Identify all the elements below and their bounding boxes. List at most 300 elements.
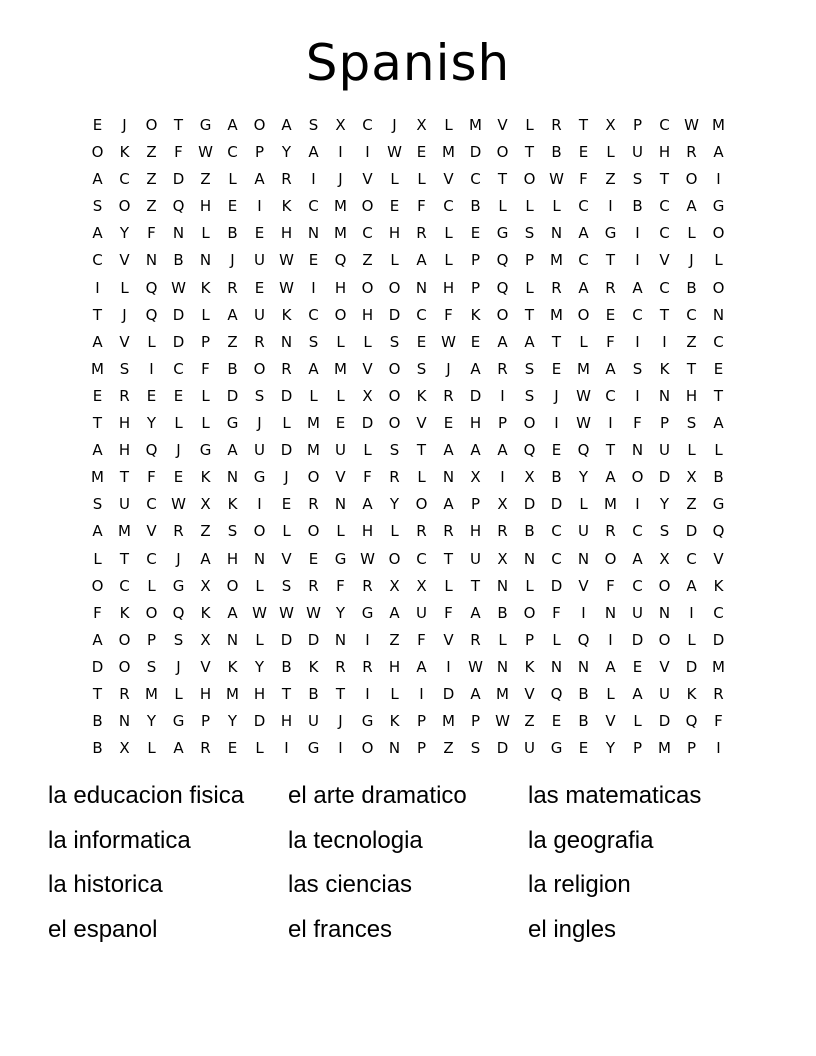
grid-letter: Y xyxy=(146,712,157,731)
grid-letter: B xyxy=(92,739,103,758)
grid-letter: D xyxy=(658,468,671,487)
grid-letter: L xyxy=(417,468,426,487)
grid-letter: Z xyxy=(146,143,157,162)
grid-letter: P xyxy=(470,251,481,270)
grid-letter: P xyxy=(524,251,535,270)
grid-letter: R xyxy=(605,278,616,297)
grid-letter: F xyxy=(606,576,615,595)
grid-letter: L xyxy=(390,522,399,541)
grid-letter: T xyxy=(497,170,508,189)
grid-letter: L xyxy=(336,332,345,351)
grid-letter: T xyxy=(686,359,697,378)
grid-letter: B xyxy=(308,684,319,703)
grid-row xyxy=(84,654,732,681)
grid-letter: A xyxy=(281,116,292,134)
grid-letter: L xyxy=(201,386,210,405)
grid-letter: A xyxy=(470,441,481,460)
grid-letter: M xyxy=(307,414,320,433)
grid-letter: P xyxy=(416,712,427,731)
grid-letter: H xyxy=(442,278,455,297)
grid-letter: N xyxy=(280,332,293,351)
grid-letter: R xyxy=(551,116,562,134)
grid-letter: S xyxy=(659,522,670,541)
grid-letter: M xyxy=(658,739,671,758)
grid-letter: N xyxy=(550,224,563,243)
grid-letter: C xyxy=(659,197,670,216)
grid-letter: R xyxy=(119,684,130,703)
grid-letter: M xyxy=(145,684,158,703)
grid-letter: E xyxy=(713,359,724,378)
grid-letter: N xyxy=(658,603,671,622)
grid-letter: M xyxy=(550,305,563,324)
grid-letter: O xyxy=(91,576,104,595)
grid-letter: A xyxy=(227,603,238,622)
grid-letter: C xyxy=(686,549,697,568)
grid-letter: W xyxy=(495,712,510,731)
grid-letter: R xyxy=(497,359,508,378)
grid-row xyxy=(84,627,732,654)
grid-letter: U xyxy=(578,522,589,541)
grid-letter: D xyxy=(685,657,698,676)
grid-letter: K xyxy=(416,386,427,405)
word-list-item: la geografia xyxy=(528,826,654,854)
grid-letter: S xyxy=(632,170,643,189)
grid-letter: C xyxy=(308,197,319,216)
grid-letter: I xyxy=(608,630,613,649)
grid-letter: X xyxy=(524,468,535,487)
grid-letter: Q xyxy=(496,251,509,270)
grid-letter: A xyxy=(686,576,697,595)
grid-letter: E xyxy=(281,495,292,514)
grid-letter: L xyxy=(552,630,561,649)
grid-letter: D xyxy=(226,386,239,405)
grid-letter: T xyxy=(524,143,535,162)
grid-letter: N xyxy=(118,712,131,731)
grid-letter: J xyxy=(446,359,451,378)
grid-letter: J xyxy=(122,116,127,134)
grid-letter: Z xyxy=(227,332,238,351)
grid-letter: H xyxy=(685,386,698,405)
grid-letter: S xyxy=(119,359,130,378)
grid-letter: O xyxy=(226,576,239,595)
grid-letter: C xyxy=(173,359,184,378)
grid-letter: G xyxy=(172,576,185,595)
grid-letter: G xyxy=(361,603,374,622)
grid-letter: R xyxy=(605,522,616,541)
grid-letter: V xyxy=(362,359,373,378)
grid-letter: I xyxy=(446,657,451,676)
grid-letter: V xyxy=(659,251,670,270)
grid-letter: O xyxy=(631,468,644,487)
grid-letter: A xyxy=(200,549,211,568)
grid-letter: O xyxy=(307,468,320,487)
grid-letter: Y xyxy=(254,657,265,676)
grid-letter: T xyxy=(335,684,346,703)
grid-letter: C xyxy=(551,549,562,568)
grid-letter: U xyxy=(119,495,130,514)
grid-letter: Q xyxy=(145,441,158,460)
grid-letter: M xyxy=(334,359,347,378)
grid-letter: A xyxy=(470,603,481,622)
grid-letter: E xyxy=(470,224,481,243)
grid-letter: Z xyxy=(362,251,373,270)
grid-letter: C xyxy=(146,549,157,568)
grid-row xyxy=(84,275,732,302)
grid-letter: P xyxy=(497,414,508,433)
grid-letter: D xyxy=(253,712,266,731)
grid-letter: F xyxy=(417,630,426,649)
grid-letter: T xyxy=(119,468,130,487)
grid-letter: B xyxy=(578,684,589,703)
grid-letter: D xyxy=(469,386,482,405)
grid-letter: S xyxy=(308,332,319,351)
grid-letter: E xyxy=(92,116,103,134)
word-list-item: la historica xyxy=(48,871,163,898)
grid-letter: G xyxy=(199,116,212,134)
grid-letter: W xyxy=(576,414,591,433)
grid-letter: P xyxy=(254,143,265,162)
grid-letter: I xyxy=(365,630,370,649)
grid-letter: E xyxy=(578,143,589,162)
grid-letter: Y xyxy=(119,224,130,243)
grid-row xyxy=(84,112,732,139)
grid-letter: J xyxy=(689,251,694,270)
grid-letter: E xyxy=(605,305,616,324)
grid-letter: M xyxy=(118,522,131,541)
grid-row xyxy=(84,410,732,437)
grid-letter: C xyxy=(146,495,157,514)
grid-letter: L xyxy=(255,739,264,758)
grid-letter: H xyxy=(658,143,671,162)
grid-row xyxy=(84,573,732,600)
word-search-grid xyxy=(84,112,732,762)
grid-letter: S xyxy=(281,576,292,595)
grid-letter: G xyxy=(334,549,347,568)
grid-letter: X xyxy=(497,495,508,514)
grid-letter: Y xyxy=(578,468,589,487)
grid-row xyxy=(84,302,732,329)
grid-letter: M xyxy=(577,359,590,378)
grid-letter: O xyxy=(361,197,374,216)
grid-letter: I xyxy=(635,386,640,405)
grid-letter: C xyxy=(362,116,373,134)
grid-letter: A xyxy=(362,495,373,514)
grid-letter: B xyxy=(92,712,103,731)
grid-letter: O xyxy=(361,278,374,297)
grid-row xyxy=(84,546,732,573)
grid-letter: R xyxy=(281,359,292,378)
grid-letter: N xyxy=(712,305,725,324)
grid-letter: X xyxy=(335,116,346,134)
grid-letter: I xyxy=(419,684,424,703)
grid-letter: U xyxy=(308,712,319,731)
grid-letter: J xyxy=(554,386,559,405)
grid-letter: A xyxy=(254,170,265,189)
grid-letter: Q xyxy=(145,305,158,324)
grid-letter: Y xyxy=(227,712,238,731)
grid-letter: B xyxy=(524,522,535,541)
grid-letter: V xyxy=(416,414,427,433)
grid-letter: L xyxy=(606,684,615,703)
grid-letter: P xyxy=(470,712,481,731)
grid-letter: H xyxy=(388,657,401,676)
grid-letter: X xyxy=(686,468,697,487)
grid-letter: N xyxy=(226,468,239,487)
grid-letter: O xyxy=(712,224,725,243)
grid-letter: V xyxy=(362,170,373,189)
grid-letter: D xyxy=(685,522,698,541)
grid-letter: J xyxy=(230,251,235,270)
grid-letter: L xyxy=(444,576,453,595)
grid-letter: K xyxy=(470,305,481,324)
grid-letter: B xyxy=(632,197,643,216)
grid-letter: P xyxy=(146,630,157,649)
grid-letter: L xyxy=(525,197,534,216)
grid-letter: C xyxy=(443,197,454,216)
grid-letter: U xyxy=(254,251,265,270)
grid-letter: U xyxy=(659,441,670,460)
grid-letter: L xyxy=(444,224,453,243)
grid-letter: T xyxy=(416,441,427,460)
grid-letter: C xyxy=(578,251,589,270)
grid-letter: J xyxy=(284,468,289,487)
grid-letter: E xyxy=(551,712,562,731)
grid-letter: O xyxy=(496,305,509,324)
grid-letter: R xyxy=(362,657,373,676)
grid-letter: K xyxy=(119,143,130,162)
grid-letter: I xyxy=(338,739,343,758)
grid-letter: C xyxy=(632,305,643,324)
grid-letter: A xyxy=(578,278,589,297)
grid-letter: M xyxy=(91,359,104,378)
grid-letter: I xyxy=(608,414,613,433)
grid-letter: L xyxy=(93,549,102,568)
grid-letter: C xyxy=(659,278,670,297)
grid-letter: Q xyxy=(172,603,185,622)
grid-letter: L xyxy=(525,576,534,595)
grid-letter: A xyxy=(227,305,238,324)
grid-letter: C xyxy=(713,603,724,622)
grid-row xyxy=(84,247,732,274)
grid-letter: W xyxy=(279,251,294,270)
grid-letter: W xyxy=(684,116,699,134)
grid-letter: I xyxy=(284,739,289,758)
grid-letter: A xyxy=(632,549,643,568)
grid-letter: W xyxy=(306,603,321,622)
grid-letter: V xyxy=(281,549,292,568)
grid-letter: Y xyxy=(335,603,346,622)
grid-letter: C xyxy=(119,170,130,189)
grid-letter: A xyxy=(713,414,724,433)
grid-letter: C xyxy=(362,224,373,243)
grid-letter: X xyxy=(416,116,427,134)
grid-letter: D xyxy=(280,386,293,405)
grid-letter: P xyxy=(470,495,481,514)
grid-letter: O xyxy=(361,739,374,758)
grid-letter: V xyxy=(200,657,211,676)
grid-letter: M xyxy=(712,657,725,676)
grid-letter: U xyxy=(632,603,643,622)
grid-letter: D xyxy=(631,630,644,649)
grid-letter: A xyxy=(443,495,454,514)
grid-letter: K xyxy=(119,603,130,622)
grid-letter: M xyxy=(442,712,455,731)
grid-letter: A xyxy=(416,657,427,676)
grid-letter: A xyxy=(389,603,400,622)
grid-letter: L xyxy=(255,630,264,649)
grid-letter: K xyxy=(227,657,238,676)
grid-letter: F xyxy=(147,224,156,243)
grid-letter: O xyxy=(388,278,401,297)
grid-letter: I xyxy=(149,359,154,378)
grid-letter: I xyxy=(608,197,613,216)
grid-letter: G xyxy=(226,414,239,433)
grid-row xyxy=(84,708,732,735)
grid-letter: Z xyxy=(443,739,454,758)
grid-letter: A xyxy=(308,143,319,162)
grid-letter: K xyxy=(524,657,535,676)
grid-letter: O xyxy=(388,414,401,433)
grid-letter: B xyxy=(497,603,508,622)
grid-letter: O xyxy=(118,197,131,216)
grid-letter: T xyxy=(713,386,724,405)
grid-letter: K xyxy=(281,305,292,324)
grid-letter: J xyxy=(392,116,397,134)
grid-letter: X xyxy=(200,630,211,649)
word-list-item: el ingles xyxy=(528,915,617,943)
grid-letter: S xyxy=(524,359,535,378)
grid-letter: U xyxy=(632,143,643,162)
grid-letter: V xyxy=(578,576,589,595)
grid-letter: N xyxy=(199,251,212,270)
grid-letter: M xyxy=(334,197,347,216)
grid-letter: W xyxy=(360,549,375,568)
grid-letter: O xyxy=(388,549,401,568)
grid-letter: A xyxy=(497,441,508,460)
grid-letter: I xyxy=(635,224,640,243)
grid-letter: T xyxy=(605,251,616,270)
grid-letter: A xyxy=(416,251,427,270)
grid-letter: B xyxy=(551,143,562,162)
grid-letter: L xyxy=(552,197,561,216)
grid-letter: F xyxy=(417,197,426,216)
grid-letter: L xyxy=(579,495,588,514)
grid-letter: O xyxy=(145,603,158,622)
grid-letter: O xyxy=(658,576,671,595)
grid-letter: I xyxy=(581,603,586,622)
grid-letter: I xyxy=(689,603,694,622)
grid-letter: K xyxy=(200,278,211,297)
word-list-item: el frances xyxy=(288,915,393,943)
grid-letter: T xyxy=(605,441,616,460)
grid-letter: L xyxy=(147,332,156,351)
grid-letter: B xyxy=(227,359,238,378)
grid-letter: X xyxy=(362,386,373,405)
grid-letter: R xyxy=(227,278,238,297)
grid-letter: E xyxy=(470,332,481,351)
grid-letter: G xyxy=(199,441,212,460)
grid-letter: V xyxy=(119,251,130,270)
grid-letter: N xyxy=(334,495,347,514)
grid-letter: D xyxy=(172,170,185,189)
grid-letter: S xyxy=(470,739,481,758)
grid-letter: M xyxy=(442,143,455,162)
grid-letter: L xyxy=(390,170,399,189)
grid-letter: M xyxy=(226,684,239,703)
grid-letter: D xyxy=(712,630,725,649)
grid-letter: T xyxy=(578,116,589,134)
grid-letter: S xyxy=(146,657,157,676)
grid-letter: G xyxy=(307,739,320,758)
grid-letter: L xyxy=(120,278,129,297)
grid-letter: A xyxy=(632,684,643,703)
grid-letter: H xyxy=(361,305,374,324)
grid-letter: D xyxy=(280,630,293,649)
grid-letter: W xyxy=(576,386,591,405)
grid-letter: C xyxy=(632,522,643,541)
grid-letter: X xyxy=(200,576,211,595)
grid-letter: M xyxy=(307,441,320,460)
grid-letter: R xyxy=(281,170,292,189)
grid-letter: I xyxy=(635,332,640,351)
grid-letter: T xyxy=(470,576,481,595)
grid-letter: E xyxy=(416,332,427,351)
grid-letter: F xyxy=(444,603,453,622)
grid-letter: B xyxy=(713,468,724,487)
grid-letter: U xyxy=(254,441,265,460)
grid-letter: F xyxy=(444,305,453,324)
grid-letter: W xyxy=(441,332,456,351)
grid-letter: H xyxy=(226,549,239,568)
grid-letter: C xyxy=(227,143,238,162)
grid-letter: C xyxy=(416,549,427,568)
grid-letter: X xyxy=(200,495,211,514)
word-list-item: el espanol xyxy=(48,915,158,943)
grid-letter: L xyxy=(174,414,183,433)
grid-letter: H xyxy=(280,712,293,731)
grid-letter: L xyxy=(579,332,588,351)
grid-letter: L xyxy=(201,224,210,243)
grid-letter: N xyxy=(550,657,563,676)
grid-letter: Q xyxy=(550,684,563,703)
grid-letter: Q xyxy=(496,278,509,297)
grid-letter: A xyxy=(308,359,319,378)
grid-letter: L xyxy=(498,197,507,216)
grid-letter: A xyxy=(92,630,103,649)
grid-letter: L xyxy=(363,441,372,460)
grid-letter: Z xyxy=(200,522,211,541)
grid-letter: L xyxy=(363,332,372,351)
grid-letter: E xyxy=(227,739,238,758)
grid-letter: S xyxy=(308,116,319,134)
grid-letter: U xyxy=(470,549,481,568)
grid-letter: G xyxy=(253,468,266,487)
grid-letter: P xyxy=(686,739,697,758)
grid-letter: R xyxy=(443,386,454,405)
grid-letter: J xyxy=(122,305,127,324)
grid-letter: A xyxy=(92,332,103,351)
grid-letter: R xyxy=(200,739,211,758)
grid-row xyxy=(84,383,732,410)
grid-letter: C xyxy=(308,305,319,324)
grid-letter: E xyxy=(308,251,319,270)
grid-letter: B xyxy=(686,278,697,297)
grid-letter: H xyxy=(361,522,374,541)
word-list-item: la educacion fisica xyxy=(48,782,245,809)
grid-letter: N xyxy=(415,278,428,297)
grid-letter: P xyxy=(632,116,643,134)
grid-letter: O xyxy=(523,170,536,189)
